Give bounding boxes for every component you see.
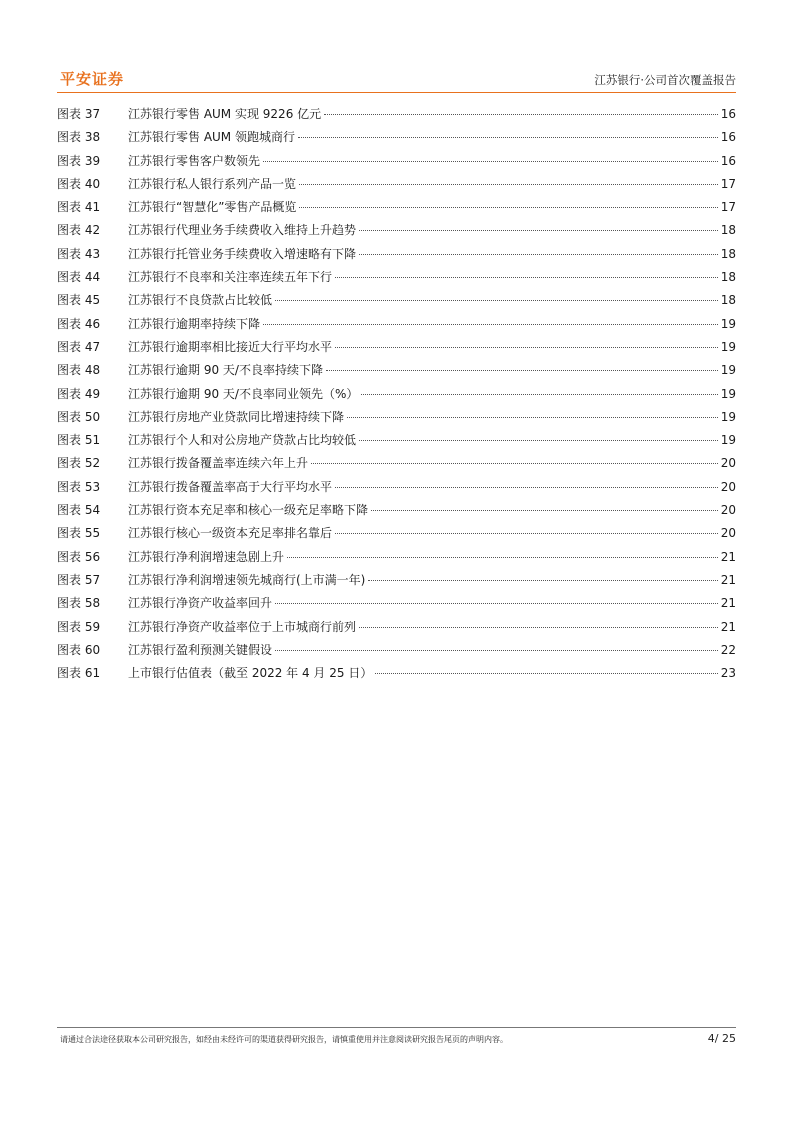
- toc-dot-leader: [299, 207, 717, 208]
- toc-entry-page: 20: [720, 479, 736, 494]
- toc-dot-leader: [359, 230, 718, 231]
- toc-entry[interactable]: [57, 268, 736, 291]
- toc-entry-title: 江苏银行零售 AUM 实现 9226 亿元: [128, 107, 322, 121]
- toc-entry-title: 江苏银行不良贷款占比较低: [128, 293, 273, 308]
- toc-entry-title: 江苏银行零售 AUM 领跑城商行: [128, 130, 295, 145]
- toc-dot-leader: [375, 673, 717, 674]
- toc-entry[interactable]: [57, 664, 736, 687]
- toc-entry[interactable]: [57, 105, 736, 128]
- toc-entry-label: 图表 59: [57, 619, 101, 634]
- toc-entry-label: 图表 61: [57, 666, 101, 681]
- toc-entry[interactable]: [57, 291, 736, 314]
- toc-entry-title: 江苏银行“智慧化”零售产品概览: [128, 200, 297, 215]
- toc-entry[interactable]: [57, 245, 736, 268]
- toc-entry-page: 21: [720, 572, 736, 587]
- toc-entry-label: 图表 42: [57, 223, 101, 238]
- toc-entry-title: 江苏银行资本充足率和核心一级充足率略下降: [128, 503, 369, 518]
- toc-dot-leader: [324, 114, 718, 115]
- toc-entry-label: 图表 53: [57, 479, 101, 494]
- toc-entry-label: 图表 37: [57, 107, 101, 121]
- toc-entry-title: 江苏银行净资产收益率回升: [128, 596, 273, 611]
- toc-dot-leader: [335, 487, 718, 488]
- toc-entry[interactable]: [57, 641, 736, 664]
- toc-entry[interactable]: [57, 152, 736, 175]
- toc-entry-title: 江苏银行净利润增速急剧上升: [128, 549, 285, 564]
- toc-entry-label: 图表 60: [57, 642, 101, 657]
- footer-divider: [57, 1027, 736, 1028]
- toc-entry[interactable]: [57, 385, 736, 408]
- toc-dot-leader: [263, 324, 718, 325]
- toc-dot-leader: [368, 580, 717, 581]
- toc-entry-page: 19: [720, 386, 736, 401]
- toc-entry[interactable]: [57, 128, 736, 151]
- toc-entry-title: 江苏银行核心一级资本充足率排名靠后: [128, 526, 333, 541]
- toc-entry-page: 16: [720, 130, 736, 145]
- toc-entry-page: 18: [720, 270, 736, 285]
- toc-entry-label: 图表 51: [57, 433, 101, 448]
- figure-list: [57, 105, 736, 687]
- toc-entry-title: 江苏银行房地产业贷款同比增速持续下降: [128, 409, 345, 424]
- toc-entry-page: 23: [720, 666, 736, 681]
- toc-entry-title: 江苏银行个人和对公房地产贷款占比均较低: [128, 433, 357, 448]
- toc-entry[interactable]: [57, 571, 736, 594]
- toc-dot-leader: [335, 533, 718, 534]
- toc-entry-page: 21: [720, 549, 736, 564]
- toc-entry-title: 江苏银行逾期 90 天/不良率持续下降: [128, 363, 323, 378]
- toc-entry[interactable]: [57, 618, 736, 641]
- toc-entry-label: 图表 58: [57, 596, 101, 611]
- toc-entry-title: 江苏银行净资产收益率位于上市城商行前列: [128, 619, 357, 634]
- toc-entry-page: 19: [720, 363, 736, 378]
- toc-entry-label: 图表 49: [57, 386, 101, 401]
- toc-entry[interactable]: [57, 431, 736, 454]
- toc-entry-page: 18: [720, 246, 736, 261]
- toc-entry[interactable]: [57, 315, 736, 338]
- toc-dot-leader: [275, 300, 718, 301]
- toc-entry-label: 图表 52: [57, 456, 101, 471]
- toc-entry-title: 江苏银行逾期 90 天/不良率同业领先（%）: [128, 386, 359, 401]
- toc-entry[interactable]: [57, 361, 736, 384]
- toc-entry-page: 17: [720, 200, 736, 215]
- toc-entry[interactable]: [57, 594, 736, 617]
- toc-dot-leader: [359, 627, 718, 628]
- toc-entry-label: 图表 39: [57, 153, 101, 168]
- toc-entry-title: 江苏银行净利润增速领先城商行(上市满一年): [128, 572, 366, 587]
- toc-entry-title: 江苏银行零售客户数领先: [128, 153, 261, 168]
- toc-entry-label: 图表 47: [57, 339, 101, 354]
- toc-entry-page: 18: [720, 223, 736, 238]
- toc-entry-page: 19: [720, 433, 736, 448]
- toc-entry-label: 图表 54: [57, 503, 101, 518]
- toc-entry-title: 江苏银行逾期率持续下降: [128, 316, 261, 331]
- toc-entry-title: 江苏银行私人银行系列产品一览: [128, 176, 297, 191]
- toc-entry-page: 16: [720, 153, 736, 168]
- toc-entry-page: 20: [720, 526, 736, 541]
- toc-dot-leader: [298, 137, 718, 138]
- toc-entry-label: 图表 38: [57, 130, 101, 145]
- toc-entry-page: 19: [720, 316, 736, 331]
- toc-entry[interactable]: [57, 524, 736, 547]
- toc-entry-label: 图表 40: [57, 176, 101, 191]
- toc-entry[interactable]: [57, 548, 736, 571]
- toc-entry-label: 图表 57: [57, 572, 101, 587]
- toc-entry-page: 21: [720, 596, 736, 611]
- toc-dot-leader: [263, 161, 718, 162]
- toc-dot-leader: [335, 277, 718, 278]
- toc-entry-page: 20: [720, 456, 736, 471]
- toc-dot-leader: [335, 347, 718, 348]
- toc-entry[interactable]: [57, 338, 736, 361]
- toc-entry[interactable]: [57, 501, 736, 524]
- toc-entry-title: 江苏银行逾期率相比接近大行平均水平: [128, 339, 333, 354]
- toc-dot-leader: [311, 463, 718, 464]
- toc-entry[interactable]: [57, 198, 736, 221]
- toc-entry[interactable]: [57, 454, 736, 477]
- toc-entry[interactable]: [57, 478, 736, 501]
- toc-entry-label: 图表 55: [57, 526, 101, 541]
- toc-dot-leader: [347, 417, 718, 418]
- toc-entry-page: 16: [720, 107, 736, 121]
- toc-dot-leader: [275, 603, 718, 604]
- toc-entry-label: 图表 45: [57, 293, 101, 308]
- toc-entry[interactable]: [57, 175, 736, 198]
- toc-dot-leader: [361, 394, 717, 395]
- toc-dot-leader: [275, 650, 718, 651]
- toc-entry-title: 江苏银行拨备覆盖率连续六年上升: [128, 456, 309, 471]
- toc-dot-leader: [371, 510, 718, 511]
- toc-dot-leader: [359, 254, 718, 255]
- toc-dot-leader: [326, 370, 718, 371]
- toc-entry[interactable]: [57, 221, 736, 244]
- toc-entry[interactable]: [57, 408, 736, 431]
- toc-dot-leader: [287, 557, 718, 558]
- toc-entry-title: 江苏银行代理业务手续费收入维持上升趋势: [128, 223, 357, 238]
- brand-logo: 平安证券: [60, 70, 125, 88]
- toc-entry-label: 图表 41: [57, 200, 101, 215]
- toc-entry-page: 19: [720, 409, 736, 424]
- toc-entry-title: 江苏银行盈利预测关键假设: [128, 642, 273, 657]
- header-divider: [57, 92, 736, 93]
- toc-entry-page: 17: [720, 176, 736, 191]
- toc-entry-label: 图表 56: [57, 549, 101, 564]
- page-number: 4/ 25: [707, 1032, 736, 1045]
- toc-entry-label: 图表 46: [57, 316, 101, 331]
- toc-entry-title: 江苏银行拨备覆盖率高于大行平均水平: [128, 479, 333, 494]
- footer-disclaimer: 请通过合法途径获取本公司研究报告，如经由未经许可的渠道获得研究报告，请慎重使用并注意阅读研究报告尾页的声明内容。: [60, 1035, 508, 1044]
- toc-entry-page: 21: [720, 619, 736, 634]
- toc-entry-page: 20: [720, 503, 736, 518]
- toc-entry-label: 图表 48: [57, 363, 101, 378]
- toc-entry-title: 江苏银行托管业务手续费收入增速略有下降: [128, 246, 357, 261]
- toc-dot-leader: [359, 440, 718, 441]
- toc-entry-page: 22: [720, 642, 736, 657]
- toc-entry-page: 19: [720, 339, 736, 354]
- toc-entry-label: 图表 43: [57, 246, 101, 261]
- toc-dot-leader: [299, 184, 718, 185]
- toc-entry-title: 上市银行估值表（截至 2022 年 4 月 25 日）: [128, 666, 373, 681]
- toc-entry-page: 18: [720, 293, 736, 308]
- report-title: 江苏银行·公司首次覆盖报告: [594, 73, 736, 87]
- toc-entry-title: 江苏银行不良率和关注率连续五年下行: [128, 270, 333, 285]
- toc-entry-label: 图表 50: [57, 409, 101, 424]
- toc-entry-label: 图表 44: [57, 270, 101, 285]
